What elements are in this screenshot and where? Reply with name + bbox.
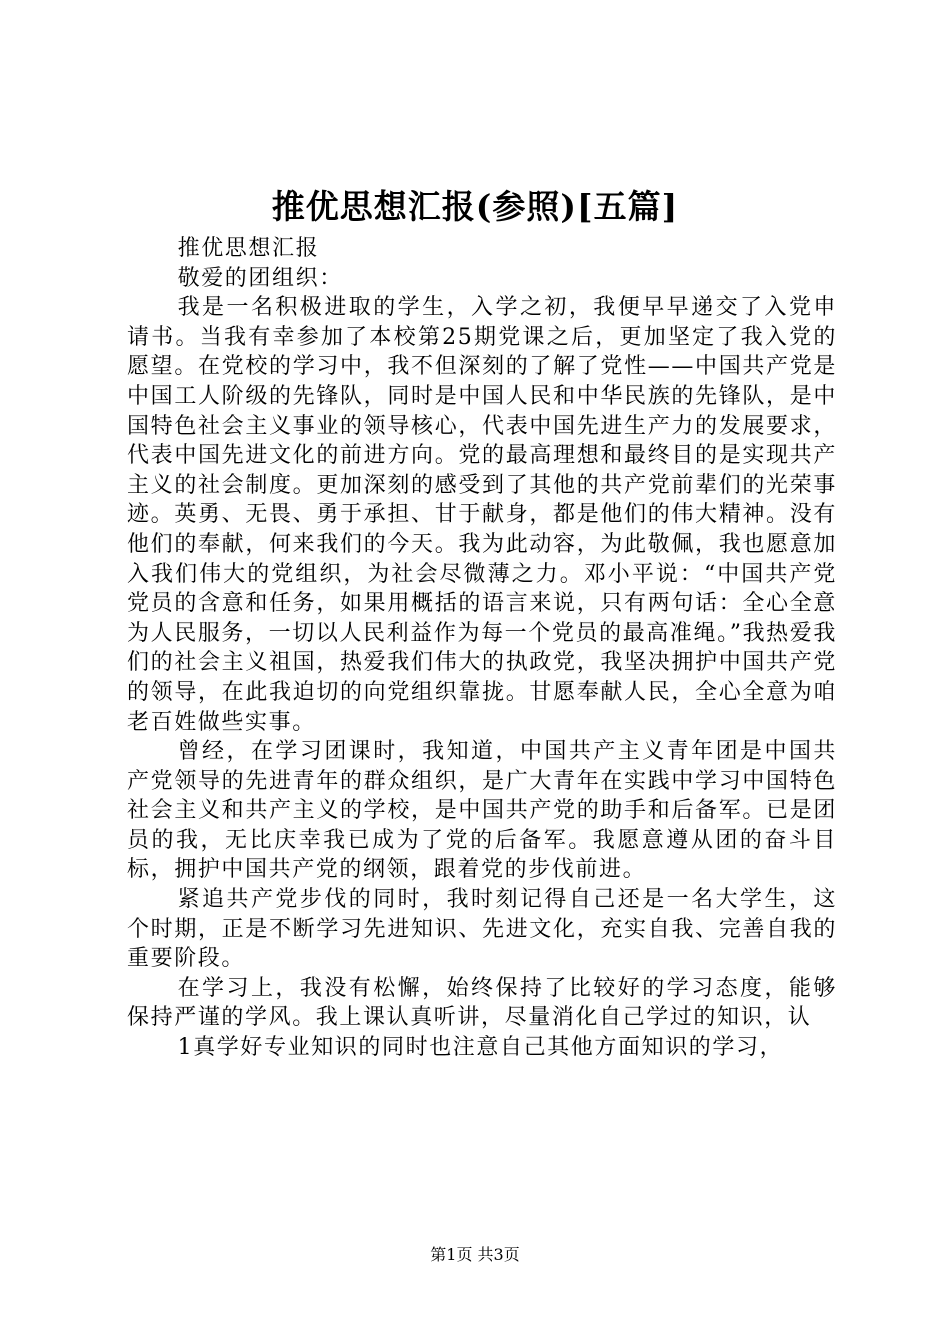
paragraph-subtitle: 推优思想汇报 (177, 236, 320, 261)
paragraph: 1真学好专业知识的同时也注意自己其他方面知识的学习， (177, 1035, 784, 1061)
paragraph: 在学习上，我没有松懈，始终保持了比较好的学习态度，能够保持严谨的学风。我上课认真听讲，尽量消化自己学过的知识，认 (127, 975, 837, 1031)
document-body (127, 234, 837, 1063)
page-footer: 第1页 共3页 (430, 1245, 520, 1264)
document-title: 推优思想汇报(参照)[五篇] (271, 187, 679, 226)
paragraph: 我是一名积极进取的学生，入学之初，我便早早递交了入党申请书。当我有幸参加了本校第25期党课之后，更加坚定了我入党的愿望。在党校的学习中，我不但深刻的了解了党性——中国共产党是中国工人阶级的先锋队，同时是中国人民和中华民族的先锋队，是中国特色社会主义事业的领导核心，代表中国先进生产力的发展要求，代表中国先进文化的前进方向。党的最高理想和最终目的是实现共产主义的社会制度。更加深刻的感受到了其他的共产党前辈们的光荣事迹。英勇、无畏、勇于承担、甘于献身，都是他们的伟大精神。没有他们的奉献，何来我们的今天。我为此动容，为此敬佩，我也愿意加入我们伟大的党组织，为社会尽微薄之力。邓小平说：“中国共产党党员的含意和任务，如果用概括的语言来说，只有两句话：全心全意为人民服务，一切以人民利益作为每一个党员的最高准绳。”我热爱我们的社会主义祖国，热爱我们伟大的执政党，我坚决拥护中国共产党的领导，在此我迫切的向党组织靠拢。甘愿奉献人民，全心全意为咱老百姓做些实事。 (127, 295, 837, 735)
paragraph: 紧追共产党步伐的同时，我时刻记得自己还是一名大学生，这个时期，正是不断学习先进知识、先进文化，充实自我、完善自我的重要阶段。 (127, 887, 837, 972)
paragraph: 曾经，在学习团课时，我知道，中国共产主义青年团是中国共产党领导的先进青年的群众组织，是广大青年在实践中学习中国特色社会主义和共产主义的学校，是中国共产党的助手和后备军。已是团员的我，无比庆幸我已成为了党的后备军。我愿意遵从团的奋斗目标，拥护中国共产党的纲领，跟着党的步伐前进。 (127, 739, 837, 883)
paragraph-salutation: 敬爱的团组织： (177, 265, 343, 291)
